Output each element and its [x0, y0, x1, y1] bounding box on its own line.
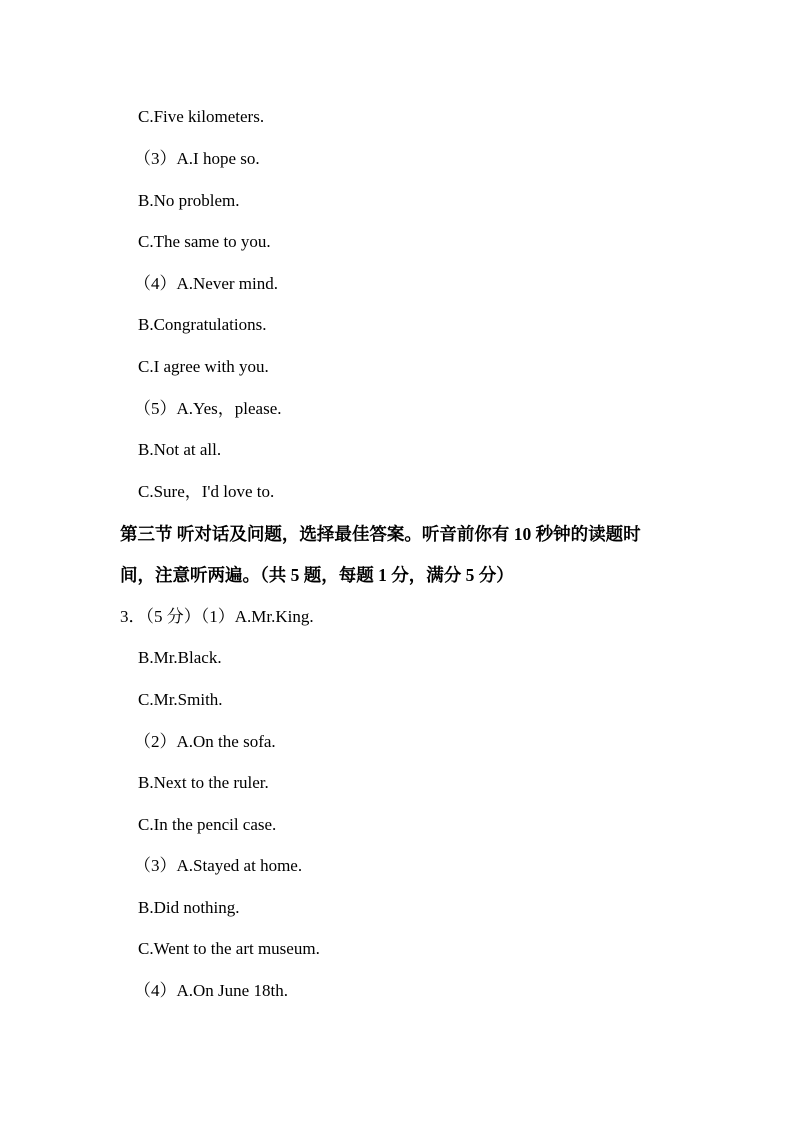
option-line: C.Went to the art museum.	[138, 939, 320, 958]
option-line: C.In the pencil case.	[138, 815, 277, 834]
question-sub-line: （3）A.Stayed at home.	[134, 856, 303, 875]
option-line: C.Sure，I'd love to.	[138, 482, 275, 501]
option-line: C.I agree with you.	[138, 357, 269, 376]
option-line: B.Congratulations.	[138, 315, 267, 334]
option-line: B.No problem.	[138, 191, 240, 210]
option-line: B.Not at all.	[138, 440, 222, 459]
section-heading-continued: 间，注意听两遍。（共 5 题，每题 1 分，满分 5 分）	[120, 565, 514, 585]
option-line: C.The same to you.	[138, 232, 271, 251]
question-sub-line: （4）A.Never mind.	[134, 274, 279, 293]
question-sub-line: （3）A.I hope so.	[134, 149, 260, 168]
question-sub-line: （4）A.On June 18th.	[134, 981, 288, 1000]
option-line: C.Five kilometers.	[138, 107, 265, 126]
section-heading: 第三节 听对话及问题，选择最佳答案。听音前你有 10 秒钟的读题时	[120, 524, 641, 544]
option-line: B.Next to the ruler.	[138, 773, 269, 792]
option-line: B.Did nothing.	[138, 898, 240, 917]
question-number-line: 3．（5 分）（1）A.Mr.King.	[120, 607, 314, 626]
option-line: C.Mr.Smith.	[138, 690, 223, 709]
option-line: B.Mr.Black.	[138, 648, 222, 667]
question-sub-line: （2）A.On the sofa.	[134, 732, 276, 751]
question-sub-line: （5）A.Yes，please.	[134, 399, 282, 418]
